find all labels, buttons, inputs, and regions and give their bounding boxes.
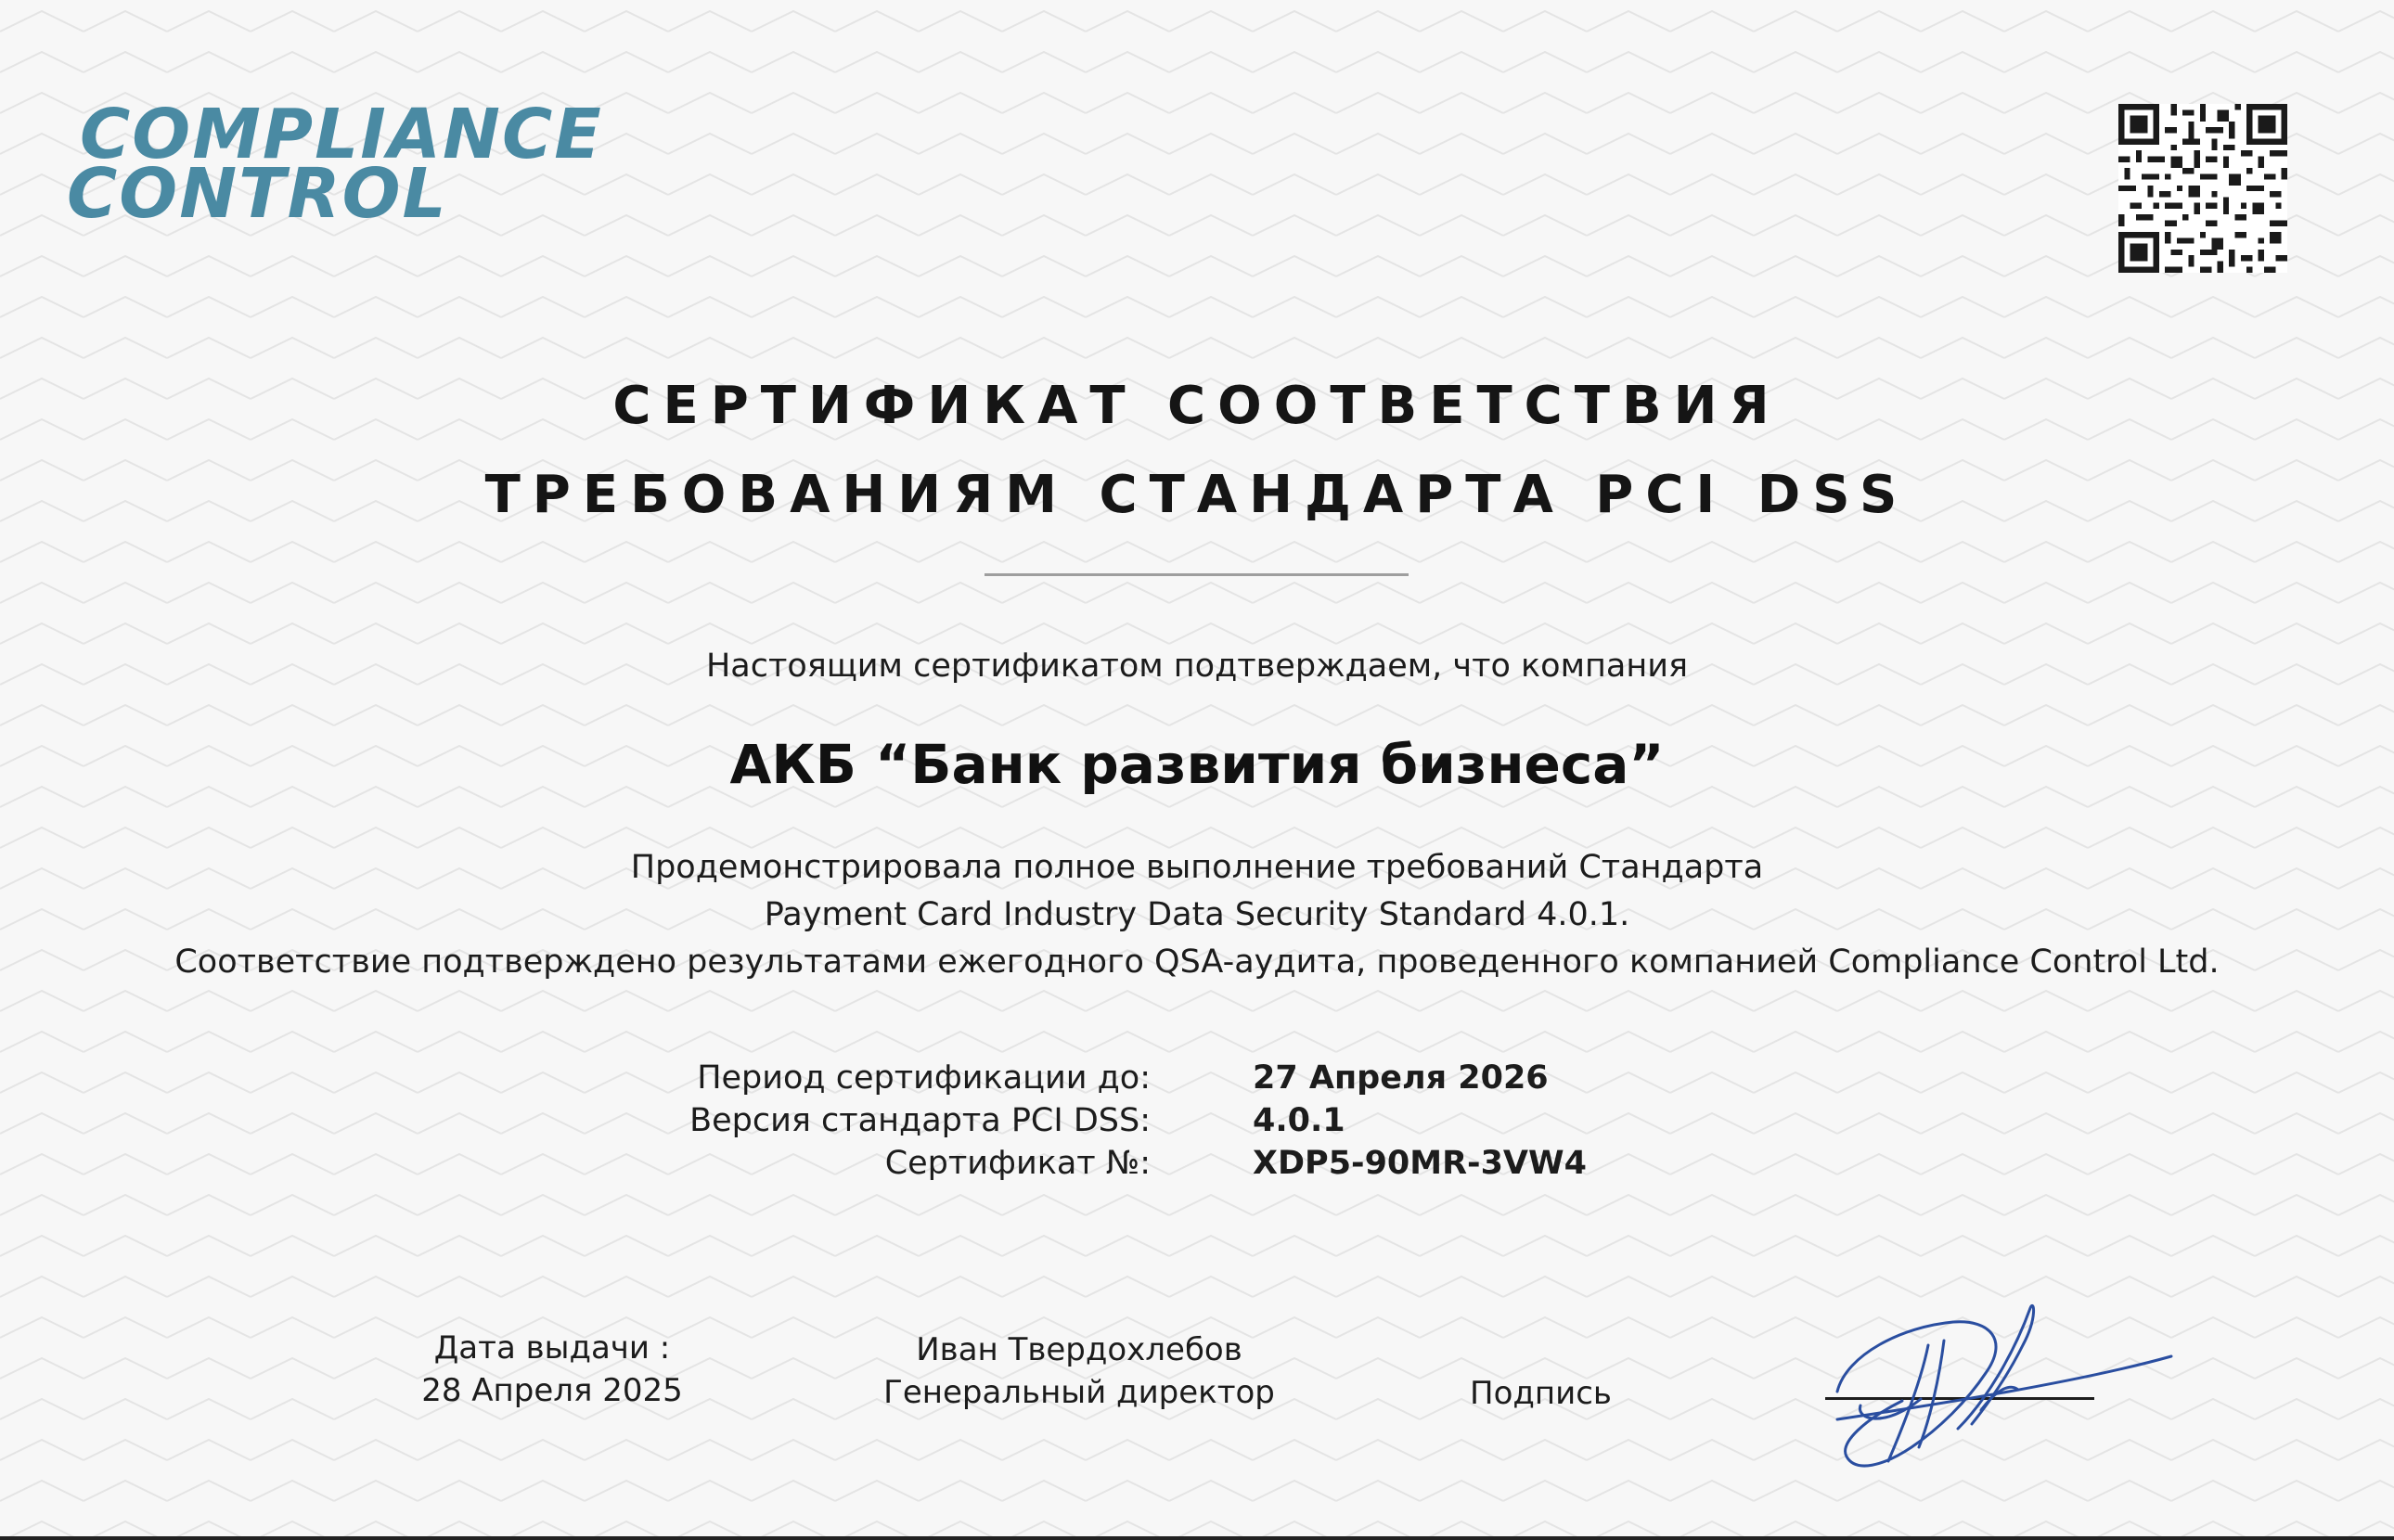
title-divider: [985, 573, 1409, 576]
signature-label: Подпись: [1470, 1375, 1612, 1412]
detail-row-version: [0, 1102, 2394, 1145]
statement-line-2: Payment Card Industry Data Security Standard 4.0.1.: [764, 896, 1630, 933]
company-name: АКБ “Банк развития бизнеса”: [729, 733, 1665, 796]
compliance-statement: [0, 844, 2394, 986]
company-logo: [67, 93, 603, 234]
statement-line-3: Соответствие подтверждено результатами ежегодного QSA-аудита, проведенного компанией Compliance Control Ltd.: [174, 943, 2220, 981]
certificate-title: [0, 362, 2394, 540]
statement-line-1: Продемонстрировала полное выполнение требований Стандарта: [630, 849, 1764, 886]
intro-text: Настоящим сертификатом подтверждаем, что компания: [705, 648, 1689, 685]
qr-code-icon: [2118, 104, 2287, 273]
detail-row-number: [0, 1145, 2394, 1187]
detail-label: Сертификат №:: [884, 1145, 1151, 1182]
detail-value: XDP5-90MR-3VW4: [1253, 1145, 1587, 1182]
detail-label: Версия стандарта PCI DSS:: [689, 1102, 1151, 1139]
detail-label: Период сертификации до:: [697, 1059, 1151, 1097]
detail-row-validity: [0, 1059, 2394, 1102]
signer-name: Иван Твердохлебов: [916, 1331, 1242, 1368]
bottom-border: [0, 1536, 2394, 1540]
logo-line-2: CONTROL: [67, 154, 448, 234]
certificate-title-line-1: СЕРТИФИКАТ СООТВЕТСТВИЯ: [612, 376, 1782, 436]
signer-block: [847, 1328, 1311, 1414]
certificate-title-line-2: ТРЕБОВАНИЯМ СТАНДАРТА PCI DSS: [484, 465, 1910, 525]
signer-position: Генеральный директор: [883, 1374, 1275, 1411]
handwritten-signature: [1819, 1290, 2181, 1484]
logo-line-1: COMPLIANCE: [80, 95, 603, 174]
detail-value: 27 Апреля 2026: [1253, 1059, 1549, 1097]
issue-date-label: Дата выдачи :: [433, 1329, 671, 1367]
issue-date-block: [367, 1327, 738, 1412]
issue-date-value: 28 Апреля 2025: [421, 1372, 683, 1409]
detail-value: 4.0.1: [1253, 1102, 1345, 1139]
